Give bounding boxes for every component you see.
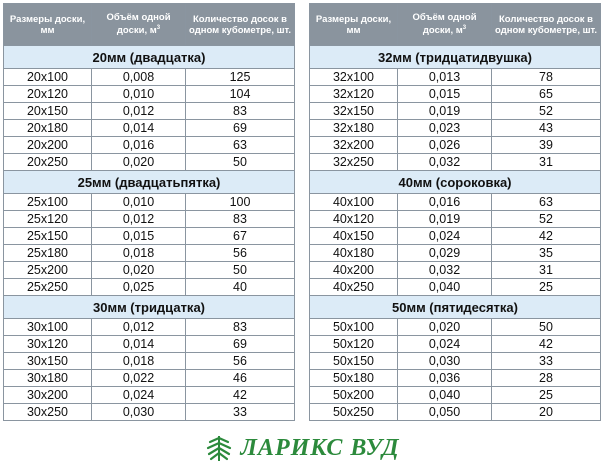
cell-count: 25 — [492, 387, 601, 404]
table-row — [310, 194, 601, 211]
table-row — [310, 279, 601, 296]
table-row — [310, 262, 601, 279]
cell-volume: 0,023 — [398, 120, 492, 137]
cell-volume: 0,030 — [398, 353, 492, 370]
cell-volume: 0,008 — [92, 69, 186, 86]
table-header-row — [310, 4, 601, 46]
table-row — [310, 404, 601, 421]
section-header-row — [310, 171, 601, 194]
table-row — [4, 370, 295, 387]
cell-count: 83 — [186, 319, 295, 336]
cell-volume: 0,014 — [92, 120, 186, 137]
cell-volume: 0,032 — [398, 262, 492, 279]
section-title: 30мм (тридцатка) — [4, 296, 295, 319]
cell-size: 32x100 — [310, 69, 398, 86]
cell-volume: 0,018 — [92, 245, 186, 262]
cell-count: 42 — [186, 387, 295, 404]
table-row — [4, 279, 295, 296]
cell-count: 52 — [492, 211, 601, 228]
table-row — [4, 262, 295, 279]
table-row — [4, 69, 295, 86]
cell-volume: 0,030 — [92, 404, 186, 421]
cell-size: 50x150 — [310, 353, 398, 370]
cell-size: 32x150 — [310, 103, 398, 120]
table-row — [4, 103, 295, 120]
table-row — [310, 137, 601, 154]
cell-count: 35 — [492, 245, 601, 262]
cell-count: 31 — [492, 154, 601, 171]
table-row — [4, 194, 295, 211]
cell-count: 104 — [186, 86, 295, 103]
cell-volume: 0,012 — [92, 319, 186, 336]
table-row — [310, 103, 601, 120]
section-title: 20мм (двадцатка) — [4, 46, 295, 69]
section-title: 25мм (двадцатьпятка) — [4, 171, 295, 194]
cell-volume: 0,050 — [398, 404, 492, 421]
cell-count: 25 — [492, 279, 601, 296]
cell-size: 20x120 — [4, 86, 92, 103]
cell-size: 30x120 — [4, 336, 92, 353]
cell-count: 78 — [492, 69, 601, 86]
cell-count: 42 — [492, 228, 601, 245]
table-row — [4, 319, 295, 336]
table-row — [4, 387, 295, 404]
cell-size: 40x150 — [310, 228, 398, 245]
cell-volume: 0,036 — [398, 370, 492, 387]
section-header-row — [4, 46, 295, 69]
cell-volume: 0,020 — [398, 319, 492, 336]
cell-size: 40x100 — [310, 194, 398, 211]
cell-size: 25x250 — [4, 279, 92, 296]
cell-volume: 0,010 — [92, 194, 186, 211]
table-row — [310, 353, 601, 370]
cell-size: 25x120 — [4, 211, 92, 228]
cell-volume: 0,024 — [398, 336, 492, 353]
brand-name: ЛАРИКС ВУД — [240, 434, 400, 461]
cell-count: 83 — [186, 103, 295, 120]
section-header-row — [4, 171, 295, 194]
table-row — [310, 370, 601, 387]
table-row — [4, 228, 295, 245]
table-row — [4, 336, 295, 353]
cell-volume: 0,019 — [398, 103, 492, 120]
cell-size: 25x180 — [4, 245, 92, 262]
table-row — [310, 336, 601, 353]
board-volume-table-right — [309, 3, 601, 421]
cell-volume: 0,040 — [398, 387, 492, 404]
cell-size: 20x150 — [4, 103, 92, 120]
cell-size: 32x120 — [310, 86, 398, 103]
cell-size: 20x250 — [4, 154, 92, 171]
table-row — [4, 137, 295, 154]
cell-volume: 0,015 — [398, 86, 492, 103]
cell-volume: 0,014 — [92, 336, 186, 353]
larch-tree-icon — [204, 433, 234, 463]
table-row — [310, 154, 601, 171]
cell-count: 50 — [186, 262, 295, 279]
section-header-row — [4, 296, 295, 319]
cell-count: 42 — [492, 336, 601, 353]
cell-volume: 0,040 — [398, 279, 492, 296]
board-volume-table-left — [3, 3, 295, 421]
header-count: Количество досок в одном кубометре, шт. — [492, 4, 601, 46]
table-row — [4, 211, 295, 228]
cell-count: 67 — [186, 228, 295, 245]
cell-size: 30x150 — [4, 353, 92, 370]
cell-volume: 0,015 — [92, 228, 186, 245]
brand-logo — [0, 428, 604, 468]
cell-size: 32x180 — [310, 120, 398, 137]
cell-count: 40 — [186, 279, 295, 296]
cell-volume: 0,024 — [92, 387, 186, 404]
cell-volume: 0,026 — [398, 137, 492, 154]
cell-size: 40x120 — [310, 211, 398, 228]
cell-count: 33 — [492, 353, 601, 370]
cell-size: 30x200 — [4, 387, 92, 404]
cell-volume: 0,016 — [92, 137, 186, 154]
cell-count: 52 — [492, 103, 601, 120]
cell-count: 20 — [492, 404, 601, 421]
section-header-row — [310, 46, 601, 69]
cell-count: 63 — [186, 137, 295, 154]
table-row — [4, 404, 295, 421]
header-size: Размеры доски, мм — [4, 4, 92, 46]
cell-volume: 0,012 — [92, 103, 186, 120]
cell-count: 31 — [492, 262, 601, 279]
cell-size: 32x200 — [310, 137, 398, 154]
cell-size: 50x100 — [310, 319, 398, 336]
cell-count: 39 — [492, 137, 601, 154]
cell-size: 30x180 — [4, 370, 92, 387]
cell-count: 50 — [492, 319, 601, 336]
cell-count: 43 — [492, 120, 601, 137]
cell-size: 20x100 — [4, 69, 92, 86]
cell-count: 125 — [186, 69, 295, 86]
table-row — [310, 86, 601, 103]
cell-count: 69 — [186, 120, 295, 137]
table-row — [4, 353, 295, 370]
cell-size: 25x100 — [4, 194, 92, 211]
table-row — [4, 86, 295, 103]
table-row — [310, 319, 601, 336]
table-row — [310, 69, 601, 86]
cell-count: 28 — [492, 370, 601, 387]
cell-volume: 0,012 — [92, 211, 186, 228]
cell-count: 50 — [186, 154, 295, 171]
cell-volume: 0,020 — [92, 262, 186, 279]
cell-size: 30x100 — [4, 319, 92, 336]
cell-count: 100 — [186, 194, 295, 211]
cell-count: 56 — [186, 353, 295, 370]
cell-size: 25x200 — [4, 262, 92, 279]
header-volume: Объём одной доски, $м^3$ — [92, 4, 186, 46]
cell-volume: 0,032 — [398, 154, 492, 171]
header-count: Количество досок в одном кубометре, шт. — [186, 4, 295, 46]
section-title: 40мм (сороковка) — [310, 171, 601, 194]
cell-size: 40x200 — [310, 262, 398, 279]
cell-count: 83 — [186, 211, 295, 228]
table-row — [310, 228, 601, 245]
table-row — [310, 387, 601, 404]
table-row — [310, 245, 601, 262]
table-header-row — [4, 4, 295, 46]
cell-size: 50x250 — [310, 404, 398, 421]
cell-size: 40x250 — [310, 279, 398, 296]
cell-size: 40x180 — [310, 245, 398, 262]
cell-volume: 0,024 — [398, 228, 492, 245]
table-row — [4, 245, 295, 262]
cell-count: 46 — [186, 370, 295, 387]
cell-size: 30x250 — [4, 404, 92, 421]
header-volume: Объём одной доски, $м^3$ — [398, 4, 492, 46]
cell-volume: 0,013 — [398, 69, 492, 86]
section-title: 32мм (тридцатидвушка) — [310, 46, 601, 69]
table-row — [310, 211, 601, 228]
cell-volume: 0,018 — [92, 353, 186, 370]
cell-size: 50x200 — [310, 387, 398, 404]
cell-count: 69 — [186, 336, 295, 353]
cell-volume: 0,010 — [92, 86, 186, 103]
cell-volume: 0,020 — [92, 154, 186, 171]
table-row — [4, 120, 295, 137]
cell-size: 20x200 — [4, 137, 92, 154]
cell-volume: 0,029 — [398, 245, 492, 262]
cell-count: 63 — [492, 194, 601, 211]
cell-count: 65 — [492, 86, 601, 103]
cell-size: 50x120 — [310, 336, 398, 353]
cell-volume: 0,016 — [398, 194, 492, 211]
cell-volume: 0,022 — [92, 370, 186, 387]
cell-size: 50x180 — [310, 370, 398, 387]
table-row — [4, 154, 295, 171]
cell-count: 33 — [186, 404, 295, 421]
section-title: 50мм (пятидесятка) — [310, 296, 601, 319]
cell-volume: 0,025 — [92, 279, 186, 296]
cell-volume: 0,019 — [398, 211, 492, 228]
section-header-row — [310, 296, 601, 319]
cell-count: 56 — [186, 245, 295, 262]
cell-size: 25x150 — [4, 228, 92, 245]
table-row — [310, 120, 601, 137]
header-size: Размеры доски, мм — [310, 4, 398, 46]
cell-size: 32x250 — [310, 154, 398, 171]
cell-size: 20x180 — [4, 120, 92, 137]
